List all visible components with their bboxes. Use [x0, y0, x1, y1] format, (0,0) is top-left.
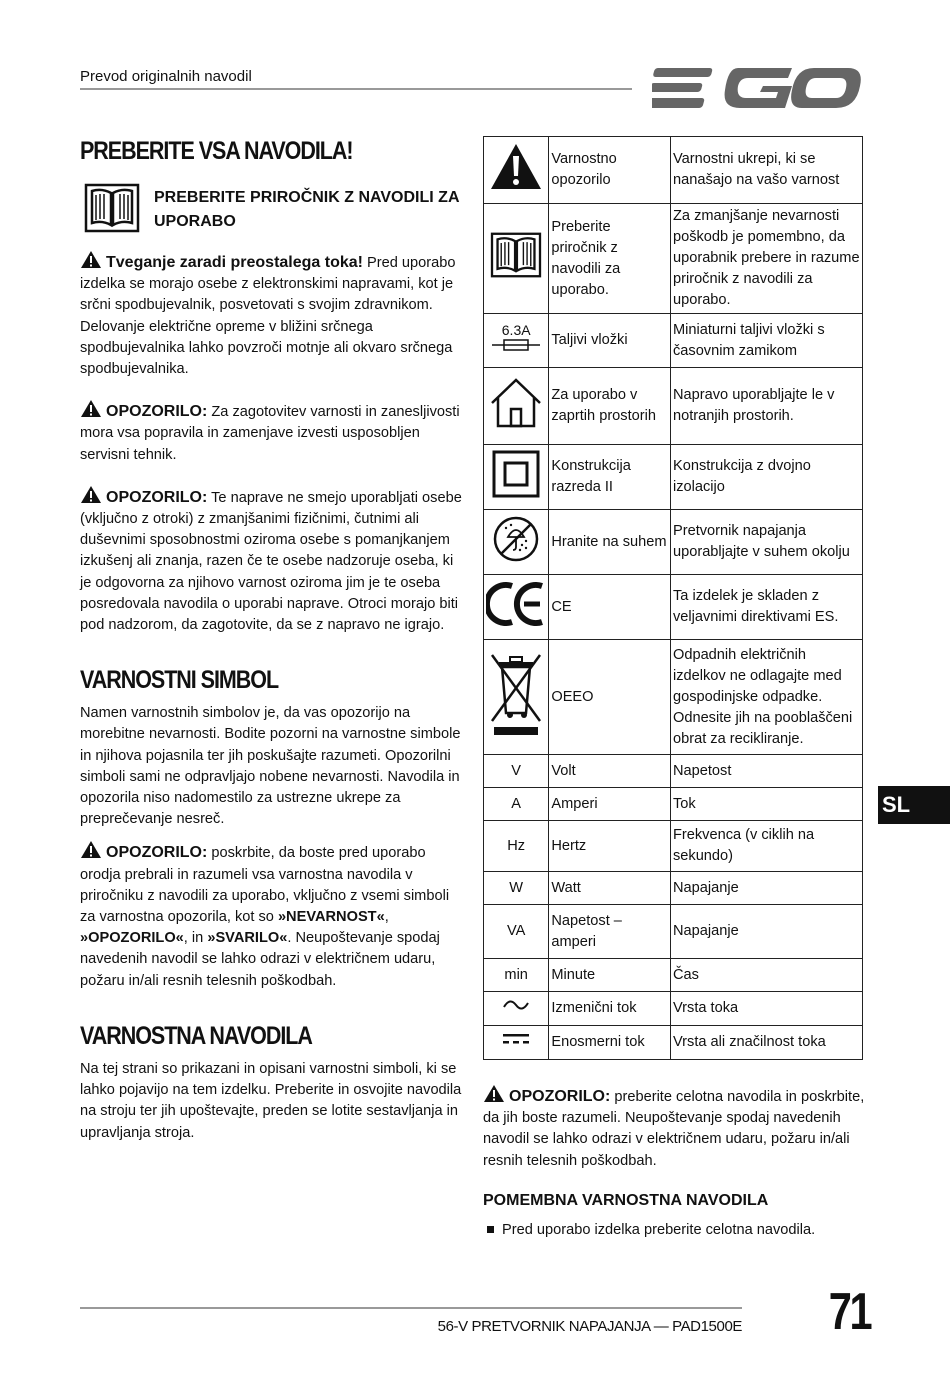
- table-row: [484, 1026, 863, 1060]
- table-row: [484, 575, 863, 640]
- symbol-cell: [484, 314, 549, 368]
- symbol-name: Watt: [549, 872, 671, 905]
- symbol-name: CE: [549, 575, 671, 640]
- warning-icon: [483, 1084, 505, 1103]
- symbol-cell: [484, 445, 549, 510]
- symbol-name: Konstrukcija razreda II: [549, 445, 671, 510]
- header-rule: [80, 88, 632, 90]
- left-column: [80, 135, 462, 1144]
- symbol-description: Odpadnih električnih izdelkov ne odlagajte med gospodinjske odpadke. Odnesite jih na pooblaščeni obrat za recikliranje.: [670, 640, 862, 755]
- symbol-description: Za zmanjšanje nevarnosti poškodb je pomembno, da uporabnik prebere in razume priročnik z navodili za uporabo.: [670, 204, 862, 314]
- page-number: 71: [828, 1283, 871, 1341]
- safety-symbol-paragraph: Namen varnostnih simbolov je, da vas opozorijo na morebitne nevarnosti. Bodite pozorni na varnostne simbole in njihova pojasnila ter jih poskušajte razumeti. Opozorilni simboli sami ne odpravljajo nobene nevarnosti. Navodila in opozorila niso nadomestilo za ustrezne ukrepe za preprečevanje nesreč.: [80, 705, 461, 828]
- footer-rule: [80, 1307, 742, 1309]
- symbol-description: Varnostni ukrepi, ki se nanašajo na vašo varnost: [670, 137, 862, 204]
- symbol-cell: [484, 510, 549, 575]
- alternating-current-icon: [501, 997, 531, 1013]
- warning-icon: [80, 485, 102, 504]
- indoor-house-icon: [489, 377, 543, 429]
- symbol-description: Miniaturni taljivi vložki s časovnim zamikom: [670, 314, 862, 368]
- symbol-name: Amperi: [549, 788, 671, 821]
- table-row: [484, 992, 863, 1026]
- fuse-rating-label: 6.3A: [501, 322, 531, 338]
- symbol-description: Frekvenca (v ciklih na sekundo): [670, 821, 862, 872]
- bullet-icon: [487, 1226, 494, 1233]
- symbol-description: Tok: [670, 788, 862, 821]
- read-manual-title: PREBERITE PRIROČNIK Z NAVODILI ZA UPORABO: [154, 189, 459, 230]
- symbol-cell: [484, 204, 549, 314]
- symbol-description: Vrsta toka: [670, 992, 862, 1026]
- table-row: [484, 137, 863, 204]
- symbol-name: Hranite na suhem: [549, 510, 671, 575]
- warning-icon: [80, 250, 102, 269]
- read-manual-block: [80, 182, 462, 234]
- symbol-description: Čas: [670, 959, 862, 992]
- weee-crossed-bin-icon: [488, 651, 544, 737]
- symbol-name: Enosmerni tok: [549, 1026, 671, 1060]
- warning-triangle-icon: [489, 142, 543, 192]
- symbol-text: W: [484, 872, 549, 905]
- residual-current-paragraph: Tveganje zaradi preostalega toka! Pred uporabo izdelka se morajo osebe z elektronskimi napravami, kot je srčni spodbujevalnik, posvetovati s svojim zdravnikom. Delovanje električne opreme v bližini srčnega spodbujevalnika lahko povzroči motnje ali okvaro srčnega spodbujevalnika.: [80, 250, 462, 380]
- table-row: [484, 755, 863, 788]
- symbol-cell: [484, 368, 549, 445]
- heading-important-instructions: POMEMBNA VARNOSTNA NAVODILA: [483, 1192, 769, 1209]
- symbol-description: Napetost: [670, 755, 862, 788]
- symbol-description: Pretvornik napajanja uporabljajte v suhem okolju: [670, 510, 862, 575]
- symbol-description: Ta izdelek je skladen z veljavnimi direktivami ES.: [670, 575, 862, 640]
- manual-book-icon: [84, 182, 140, 234]
- heading-safety-symbol: VARNOSTNI SIMBOL: [80, 666, 279, 695]
- symbol-description: Konstrukcija z dvojno izolacijo: [670, 445, 862, 510]
- symbol-name: Minute: [549, 959, 671, 992]
- symbol-cell: [484, 137, 549, 204]
- table-row: [484, 445, 863, 510]
- symbol-description: Vrsta ali značilnost toka: [670, 1026, 862, 1060]
- symbol-name: Volt: [549, 755, 671, 788]
- table-row: [484, 821, 863, 872]
- table-row: [484, 959, 863, 992]
- keep-dry-icon: [492, 515, 540, 563]
- fuse-icon: [490, 338, 542, 352]
- ego-logo: [652, 64, 862, 112]
- table-row: [484, 314, 863, 368]
- symbol-text: A: [484, 788, 549, 821]
- safety-symbol-table: [483, 136, 863, 1060]
- symbol-name: Hertz: [549, 821, 671, 872]
- symbol-name: Varnostno opozorilo: [549, 137, 671, 204]
- warning-icon: [80, 840, 102, 859]
- language-tab: SL: [878, 786, 950, 824]
- symbol-text: min: [484, 959, 549, 992]
- symbol-text: V: [484, 755, 549, 788]
- symbol-name: Taljivi vložki: [549, 314, 671, 368]
- symbol-cell: [484, 575, 549, 640]
- table-row: [484, 872, 863, 905]
- table-row: [484, 368, 863, 445]
- warning-paragraph-repairs: OPOZORILO: Za zagotovitev varnosti in zanesljivosti mora vsa popravila in zamenjave izvesti usposobljen servisni tehnik.: [80, 399, 462, 466]
- symbol-description: Napajanje: [670, 872, 862, 905]
- heading-safety-instructions: VARNOSTNA NAVODILA: [80, 1021, 312, 1050]
- direct-current-icon: [501, 1032, 531, 1046]
- ce-mark-icon: [486, 582, 546, 626]
- safety-instructions-paragraph: Na tej strani so prikazani in opisani varnostni simboli, ki se lahko pojavijo na tem izdelku. Preberite in osvojite navodila na stroju ter jih upoštevajte, preden se lotite sestavljanja in upravljanja stroja.: [80, 1060, 462, 1141]
- table-row: [484, 640, 863, 755]
- symbol-name: Napetost – amperi: [549, 905, 671, 959]
- symbol-text: VA: [484, 905, 549, 959]
- symbol-description: Napajanje: [670, 905, 862, 959]
- class-ii-double-square-icon: [492, 450, 540, 498]
- warning-paragraph-full-instructions: OPOZORILO: preberite celotna navodila in poskrbite, da jih boste razumeli. Neupoštevanje spodaj navedenih navodil se lahko odrazi v električnem udaru, požaru in/ali resnih telesnih poškodbah.: [483, 1084, 865, 1172]
- table-row: [484, 204, 863, 314]
- symbol-name: OEEO: [549, 640, 671, 755]
- symbol-cell: [484, 640, 549, 755]
- symbol-name: Za uporabo v zaprtih prostorih: [549, 368, 671, 445]
- symbol-cell: [484, 1026, 549, 1060]
- warning-paragraph-read-instructions: OPOZORILO: poskrbite, da boste pred uporabo orodja prebrali in razumeli vsa varnostna navodila v priročniku z navodili za uporabo, vključno z vsemi simboli za varnostna opozorila, kot so »NEVARNOST«, »OPOZORILO«, in »SVARILO«. Neupoštevanje spodaj navedenih navodil se lahko odrazi v električnem udaru, požaru in/ali resnih telesnih poškodbah.: [80, 840, 462, 991]
- symbol-description: Napravo uporabljajte le v notranjih prostorih.: [670, 368, 862, 445]
- table-row: [484, 510, 863, 575]
- heading-read-all: PREBERITE VSA NAVODILA!: [80, 137, 353, 165]
- table-row: [484, 905, 863, 959]
- symbol-name: Preberite priročnik z navodili za uporabo.: [549, 204, 671, 314]
- warning-paragraph-persons: OPOZORILO: Te naprave ne smejo uporabljati osebe (vključno z otroki) z zmanjšanimi fizičnimi, čutnimi ali duševnimi sposobnostmi oziroma osebe s pomanjkanjem izkušenj ali znanja, razen če te osebe nadzoruje oseba, ki je odgovorna za njihovo varnost oziroma jim je te oseba posredovala navodila o uporabi naprave. Otroci morajo biti pod nadzorom, da zagotovite, da se z napravo ne igrajo.: [80, 485, 462, 636]
- symbol-cell: [484, 992, 549, 1026]
- symbol-text: Hz: [484, 821, 549, 872]
- table-row: [484, 788, 863, 821]
- footer-product-title: 56-V PRETVORNIK NAPAJANJA — PAD1500E: [437, 1318, 742, 1335]
- running-header: Prevod originalnih navodil: [80, 68, 252, 85]
- warning-icon: [80, 399, 102, 418]
- symbol-name: Izmenični tok: [549, 992, 671, 1026]
- list-item: Pred uporabo izdelka preberite celotna navodila.: [483, 1222, 815, 1238]
- manual-book-icon: [490, 231, 542, 279]
